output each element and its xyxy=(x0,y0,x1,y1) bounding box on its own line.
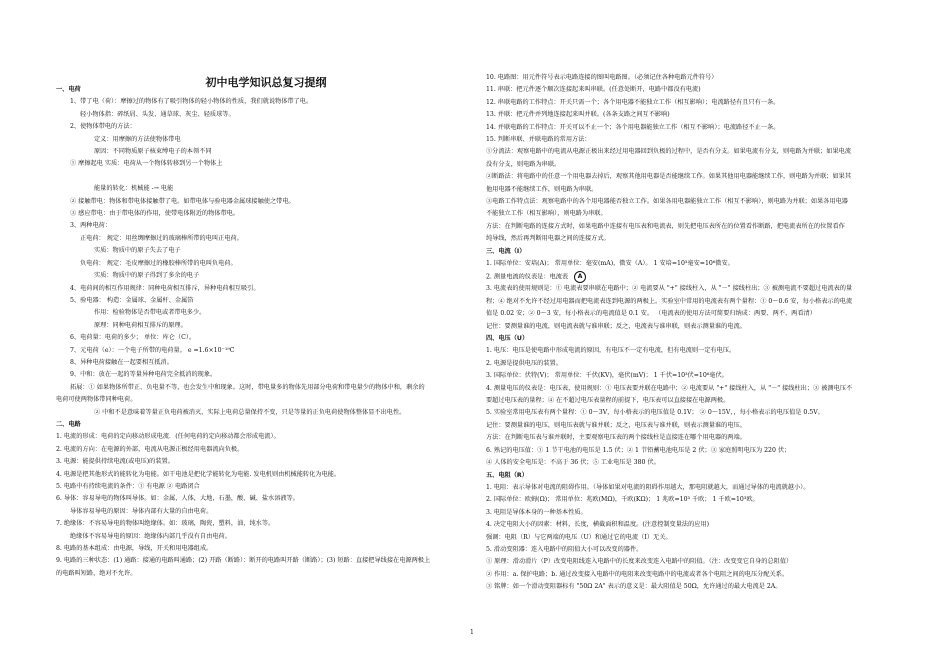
line-text: 强调：电阻（R）与它两端的电压（U）和通过它的电流（I）无关。 xyxy=(486,533,672,541)
line-text: 4. 决定电阻大小的因素：材料，长度，横截面积和温度。(注意控制变量法的应用) xyxy=(486,521,710,529)
right-text-line xyxy=(486,146,894,158)
right-text-line xyxy=(486,283,894,295)
line-text: 2. 测量电流的仪表是：电流表 xyxy=(486,273,569,280)
right-text-line xyxy=(486,308,894,320)
left-text-line xyxy=(56,307,476,319)
line-text: 4. 测量电压的仪表是：电压表，使用规则：① 电压表要并联在电路中；② 电流要从 "+" 接线柱入，从 "－" 接线柱出；③ 被测电压不 xyxy=(486,384,853,392)
line-text: 5. 实验室常用电压表有两个量程：① 0～3V，每小格表示的电压值是 0.1V； ② 0～15V，，每小格表示的电压值是 0.5V。 xyxy=(486,409,824,417)
line-text: 14. 并联电路的工作特点：开关可以不止一个；各个用电器能独立工作（相互不影响）；电流路径不止一条。 xyxy=(486,123,780,131)
right-text-line xyxy=(486,109,894,121)
right-text-line xyxy=(486,296,894,308)
line-text: 记住：要测量谁的电流，则电流表就与谁串联；反之，电流表与谁串联，则表示测量谁的电流。 xyxy=(486,322,746,330)
line-text: 15. 判断串联、并联电路的常用方法： xyxy=(486,136,591,144)
line-text: 7、元电荷（e）：一个电子所带的电荷量。 e =1.6×10⁻¹⁹C xyxy=(70,346,235,354)
ammeter-symbol-icon: A xyxy=(574,271,586,283)
right-text-line xyxy=(486,581,894,593)
left-text-line xyxy=(56,320,476,332)
left-text-line xyxy=(56,208,476,220)
line-text: 6. 熟记的电压值：① 1 节干电池的电压是 1.5 伏；② 1 节铅蓄电池电压是 2 伏；③ 家庭照明电压为 220 伏； xyxy=(486,446,791,454)
line-text: 定义：用摩擦的方法使物体带电 xyxy=(94,135,181,143)
line-text: ④ 人体的安全电压是：不高于 36 伏；⑤ 工业电压是 380 伏。 xyxy=(486,459,660,467)
left-text-line xyxy=(56,382,476,394)
line-text: 值是 0.02 安；② 0～3 安，每小格表示的电流值是 0.1 安。 （电流表的使用方法可简要归纳成：两要、两不、两看清） xyxy=(486,310,816,318)
left-text-line xyxy=(56,394,476,406)
line-text: 2、使物体带电的方法： xyxy=(70,123,136,131)
left-text-line xyxy=(56,506,476,518)
line-text: 11. 串联：把元件逐个顺次连接起来叫串联。(任意处断开，电路中都没有电流) xyxy=(486,86,701,94)
right-text-line xyxy=(486,519,894,531)
right-text-line xyxy=(486,233,894,245)
line-text: 10. 电路图：用元件符号表示电路连接的图叫电路图。（必须记住各种电路元件符号） xyxy=(486,74,718,81)
line-text: 三、电流（I） xyxy=(486,247,526,255)
line-text: ① 原理：滑动滑片（P）改变电阻线连入电路中的长度来改变连入电路中的阻值。（注：改变变它自身的总阻值） xyxy=(486,558,793,566)
right-text-line xyxy=(486,569,894,581)
left-text-line xyxy=(56,431,476,443)
left-text-line xyxy=(56,369,476,381)
left-text-line xyxy=(56,171,476,183)
right-text-line xyxy=(486,97,894,109)
left-text-line xyxy=(56,444,476,456)
line-text: 作用：检验物体是否带电或者带电多少。 xyxy=(94,309,206,317)
left-column xyxy=(56,84,476,580)
line-text: ②断路法：将电路中的任意一个用电器去掉后，观察其他用电器是否能继续工作。如果其他用电器能继续工作，则电路为并联；如果其 xyxy=(486,173,852,181)
page-number: 1 xyxy=(470,629,474,636)
right-text-line xyxy=(486,271,894,284)
line-text: 5. 电路中有持续电流的条件：① 有电源 ② 电路闭合 xyxy=(56,483,200,490)
left-text-line xyxy=(56,456,476,468)
line-text xyxy=(56,173,58,180)
right-text-line xyxy=(486,494,894,506)
right-text-line xyxy=(486,370,894,382)
left-text-line xyxy=(56,283,476,295)
left-text-line xyxy=(56,183,476,195)
left-text-line xyxy=(56,84,476,96)
line-text: 8. 电路的基本组成：由电源，导线，开关和用电器组成。 xyxy=(56,545,213,553)
line-text: 1、带了电（荷）：摩擦过的物体有了吸引物体的轻小物体的性质，我们就说物体带了电。 xyxy=(70,98,313,106)
right-text-line xyxy=(486,221,894,233)
right-text-line xyxy=(486,333,894,345)
line-text: 轻小物体指：碎纸屑、头发、通草球、灰尘、轻质球等。 xyxy=(80,110,235,118)
right-text-line xyxy=(486,470,894,482)
left-text-line xyxy=(56,121,476,133)
line-text: 3. 电流表的使用规则是：① 电流表要串联在电路中；② 电流要从 "+" 接线柱入，从 "－" 接线柱出；③ 被测电流不要超过电流表的量 xyxy=(486,285,853,293)
left-text-line xyxy=(56,543,476,555)
right-text-line xyxy=(486,544,894,556)
line-text: 6. 导体：容易导电的物体叫导体。如：金属，人体，大地，石墨，酸、碱、盐水溶液等。 xyxy=(56,495,299,503)
line-text: 5. 滑动变阻器：连入电路中的阻值大小可以改变的器件。 xyxy=(486,545,643,553)
left-text-line xyxy=(56,493,476,505)
line-text: 9. 电路的三种状态：(1) 通路：接通的电路叫通路；(2) 开路（断路）：断开的电路叫开路（断路）；(3) 短路：直接把导线接在电源两极上 xyxy=(56,557,431,565)
line-text: 3. 国际单位：伏特(V)； 常用单位：千伏(KV)，毫伏(mV)； 1 千伏=10³伏=10⁶毫伏。 xyxy=(486,372,728,380)
left-text-line xyxy=(56,96,476,108)
line-text: 原因：不同物质原子核束缚电子的本领不同 xyxy=(94,148,212,156)
left-text-line xyxy=(56,158,476,170)
line-text: 4. 电源是把其他形式的能转化为电能。如干电池是把化学能转化为电能. 发电机则由机械能转化为电能。 xyxy=(56,470,341,478)
right-text-line xyxy=(486,507,894,519)
line-text: 一、电荷 xyxy=(56,86,81,93)
right-column xyxy=(486,72,894,594)
right-text-line xyxy=(486,358,894,370)
right-text-line xyxy=(486,246,894,258)
line-text: 1. 电阻：表示导体对电流的阻碍作用。（导体如果对电流的阻碍作用越大，那电阻就越大，而通过导体的电流就越小）。 xyxy=(486,483,810,491)
line-text: ①分流法：观察电路中的电流从电源正极出来经过用电器回到负极的过程中，是否有分支。如果电流有分支，则电路为并联；如果电流 xyxy=(486,148,852,156)
line-text: 9、中和：放在一起的等量异种电荷完全抵消的现象。 xyxy=(70,371,217,379)
right-text-line xyxy=(486,134,894,146)
line-text: 1. 国际单位：安培(A)； 常用单位：毫安(mA)，微安（A）。 1 安培=10³毫安=10⁶微安。 xyxy=(486,260,734,268)
line-text: 程；④ 绝对不允许不经过用电器而把电流表连到电源的两极上。实验室中常用的电流表有两个量程：① 0～0.6 安，每小格表示的电流 xyxy=(486,297,853,305)
left-text-line xyxy=(56,481,476,493)
right-text-line xyxy=(486,171,894,183)
right-text-line xyxy=(486,395,894,407)
line-text: 原理：同种电荷相互排斥的原理。 xyxy=(94,321,187,329)
line-text: 方法：在判断电压表与谁并联时，主要观察电压表的两个接线柱是直接连在哪个用电器的两端。 xyxy=(486,434,746,442)
line-text: ② 中和不是意味着等量正负电荷被消灭，实际上电荷总量保持不变，只是等量的正负电荷使物体整体显不出电性。 xyxy=(94,408,406,416)
line-text: ② 作用：a. 保护电路；b. 通过改变接入电路中的电阻来改变电路中的电流或者各个电阻之间的电压分配关系。 xyxy=(486,570,789,578)
line-text: 1. 电压：电压是使电路中形成电流的原因，有电压不一定有电流，但有电流则一定有电压。 xyxy=(486,347,736,355)
right-text-line xyxy=(486,407,894,419)
line-text: 12. 串联电路的工作特点：开关只需一个；各个用电器不能独立工作（相互影响）；电流路径有且只有一条。 xyxy=(486,98,780,106)
line-text: 1. 电流的形成：电荷的定向移动形成电流．(任何电荷的定向移动都会形成电流）。 xyxy=(56,433,280,441)
line-text: 能量的转化：机械能 -→ 电能 xyxy=(94,185,174,193)
line-text: 方法：在判断电路的连接方式时，如果电路中连接有电压表和电流表，则先把电压表所在的位置看作断路，把电流表所在的位置看作 xyxy=(486,222,845,230)
line-text: 6、电荷量：电荷的多少； 单位：库仑（C）。 xyxy=(70,334,196,342)
line-text: 4、电荷间的相互作用规律：同种电荷相互排斥，异种电荷相互吸引。 xyxy=(70,284,260,292)
right-text-line xyxy=(486,159,894,171)
right-text-line xyxy=(486,72,894,84)
line-text: 5、验电器： 构造：金属球、金属杆、金属箔 xyxy=(70,296,194,304)
left-text-line xyxy=(56,531,476,543)
page-title: 初中电学知识总复习提纲 xyxy=(205,76,327,89)
line-text: 3、两种电荷： xyxy=(70,222,112,230)
line-text: 五、电阻（R） xyxy=(486,471,528,479)
right-text-line xyxy=(486,196,894,208)
left-text-line xyxy=(56,469,476,481)
left-text-line xyxy=(56,146,476,158)
left-text-line xyxy=(56,332,476,344)
right-text-line xyxy=(486,432,894,444)
left-text-line xyxy=(56,270,476,282)
line-text: 3. 电阻是导体本身的一种基本性质。 xyxy=(486,508,587,516)
line-text: 负电荷： 规定：毛皮摩擦过的橡胶棒所带的电叫负电荷。 xyxy=(80,259,237,267)
left-text-line xyxy=(56,109,476,121)
left-text-line xyxy=(56,196,476,208)
line-text: 实质：物质中的原子失去了电子 xyxy=(94,247,181,255)
line-text: 电荷可使两物体带同种电荷。 xyxy=(56,396,137,404)
left-text-line xyxy=(56,407,476,419)
line-text: 2. 国际单位：欧姆(Ω)； 常用单位：兆欧(MΩ)，千欧(KΩ)； 1 兆欧=10³ 千欧； 1 千欧=10³欧。 xyxy=(486,496,759,504)
right-text-line xyxy=(486,383,894,395)
left-text-line xyxy=(56,258,476,270)
line-text: 不能独立工作（相互影响），则电路为串联。 xyxy=(486,210,607,218)
line-text: 13. 并联：把元件并列地连接起来叫并联。(各条支路之间互不影响) xyxy=(486,111,670,119)
line-text: 要超过电压表的量程；④ 在不超过电压表量程的前提下，电压表可以直接接在电源两极。 xyxy=(486,397,730,405)
right-text-line xyxy=(486,208,894,220)
line-text: 3. 电源：能提供持续电流(或电压)的装置。 xyxy=(56,458,174,466)
left-text-line xyxy=(56,295,476,307)
right-text-line xyxy=(486,345,894,357)
right-text-line xyxy=(486,445,894,457)
right-text-line xyxy=(486,532,894,544)
line-text: ③ 铭牌：如一个滑动变阻器标有 "50Ω 2A" 表示的意义是：最大阻值是 50Ω，允许通过的最大电流是 2A。 xyxy=(486,583,782,591)
line-text: 2. 电流的方向：在电源的外部，电流从电源正极经用电器流向负极。 xyxy=(56,445,244,453)
left-text-line xyxy=(56,555,476,567)
line-text: 正电荷： 规定：用丝绸摩擦过的玻璃棒所带的电叫正电荷。 xyxy=(80,234,243,242)
line-text: 他用电器不能继续工作，则电路为串联。 xyxy=(486,185,598,193)
right-text-line xyxy=(486,457,894,469)
line-text: 8、异种电荷接触在一起要相互抵消。 xyxy=(70,358,173,366)
line-text: 7. 绝缘体：不容易导电的物体叫绝缘体。如：玻璃，陶瓷，塑料，油，纯水等。 xyxy=(56,520,275,528)
left-text-line xyxy=(56,245,476,257)
line-text: 没有分支，则电路为串联。 xyxy=(486,160,561,168)
line-text: 的电路叫短路，绝对不允许。 xyxy=(56,569,137,577)
right-text-line xyxy=(486,482,894,494)
line-text: 纯导线，然后再判断用电器之间的连接方式。 xyxy=(486,235,610,243)
left-text-line xyxy=(56,357,476,369)
line-text: ① 摩擦起电 实质：电荷从一个物体转移到另一个物体上 xyxy=(70,160,223,168)
left-text-line xyxy=(56,568,476,580)
line-text: 实质：物质中的原子得到了多余的电子 xyxy=(94,272,200,280)
left-text-line xyxy=(56,419,476,431)
left-text-line xyxy=(56,518,476,530)
line-text: ② 接触带电：物体和带电体接触带了电。如带电体与验电器金属球接触使之带电。 xyxy=(70,197,295,205)
line-text: 绝缘体不容易导电的原因：绝缘体内部几乎没有自由电荷。 xyxy=(70,532,231,540)
right-text-line xyxy=(486,122,894,134)
line-text: 导体容易导电的原因：导体内部有大量的自由电荷。 xyxy=(70,507,213,515)
line-text: ③电路工作特点法：观察电路中的各个用电器能否独立工作。如果各用电器能独立工作（相互不影响），则电路为并联；如果各用电器 xyxy=(486,198,848,206)
right-text-line xyxy=(486,556,894,568)
line-text: 记住：要测量谁的电压，则电压表就与谁并联；反之，电压表与谁并联，则表示测量谁的电压。 xyxy=(486,421,746,429)
line-text: 四、电压（U） xyxy=(486,335,529,343)
line-text: ③ 感应带电：由于带电体的作用，使带电体附近的物体带电。 xyxy=(70,210,240,218)
right-text-line xyxy=(486,321,894,333)
line-text: 2. 电源是提供电压的装置。 xyxy=(486,359,562,367)
left-text-line xyxy=(56,345,476,357)
left-text-line xyxy=(56,233,476,245)
right-text-line xyxy=(486,84,894,96)
left-text-line xyxy=(56,220,476,232)
right-text-line xyxy=(486,184,894,196)
right-text-line xyxy=(486,258,894,270)
line-text: 二、电路 xyxy=(56,420,81,428)
left-text-line xyxy=(56,134,476,146)
line-text: 拓展：① 如果物体所带正、负电量不等，也会发生中和现象。这时，带电量多的物体先用部分电荷和带电量少的物体中和，剩余的 xyxy=(70,383,425,391)
right-text-line xyxy=(486,420,894,432)
